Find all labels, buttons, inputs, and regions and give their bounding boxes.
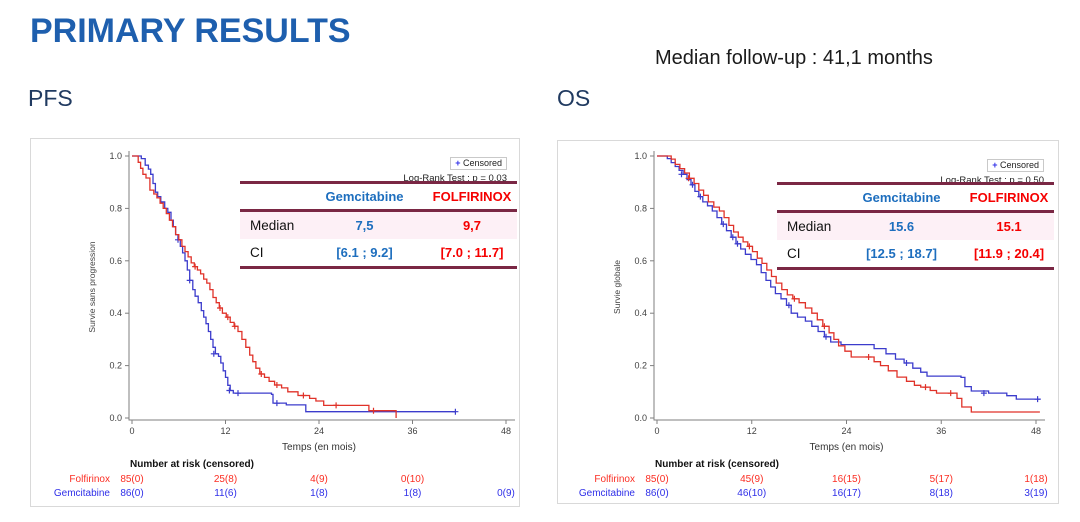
- pfs-plot-panel: [30, 138, 520, 507]
- svg-text:1.0: 1.0: [109, 151, 122, 161]
- at-risk-value: 11(6): [214, 488, 237, 499]
- svg-text:0.8: 0.8: [109, 203, 122, 214]
- censored-legend-entry: [987, 159, 1044, 172]
- x-axis-label: Temps (en mois): [809, 442, 884, 453]
- svg-text:0.0: 0.0: [634, 413, 647, 423]
- svg-text:24: 24: [313, 426, 325, 436]
- at-risk-value: 16(15): [832, 474, 861, 485]
- median-gemcitabine-value: 15.6: [888, 219, 915, 234]
- col-header-folfirinox: FOLFIRINOX: [427, 183, 517, 211]
- os-section-label: OS: [557, 85, 591, 111]
- censored-label: Censored: [999, 160, 1039, 170]
- y-axis-label: Survie sans progression: [87, 241, 97, 333]
- svg-text:0.2: 0.2: [634, 360, 647, 371]
- at-risk-value: 85(0): [645, 474, 669, 485]
- ci-gemcitabine-value: [6.1 ; 9.2]: [336, 245, 393, 260]
- at-risk-row-label-gemcitabine: Gemcitabine: [578, 488, 635, 499]
- svg-text:1.0: 1.0: [634, 151, 647, 161]
- svg-text:12: 12: [746, 426, 757, 436]
- table-row: [777, 240, 1054, 269]
- at-risk-value: 46(10): [737, 488, 767, 499]
- at-risk-value: 16(17): [832, 488, 861, 499]
- svg-text:0.8: 0.8: [634, 203, 647, 214]
- os-median-ci-table: [777, 182, 1054, 270]
- censored-plus-icon: +: [455, 158, 461, 168]
- table-row: [240, 211, 517, 240]
- censor-marks-folfirinox: [192, 264, 376, 414]
- number-at-risk-table: [54, 459, 515, 499]
- at-risk-value: 8(18): [929, 488, 953, 499]
- median-folfirinox-value: 9,7: [462, 218, 482, 233]
- median-gemcitabine-value: 7,5: [355, 218, 374, 233]
- ci-row-label: CI: [250, 245, 264, 260]
- ci-gemcitabine-value: [12.5 ; 18.7]: [866, 246, 937, 261]
- svg-text:0.0: 0.0: [109, 413, 122, 423]
- number-at-risk-table: [579, 459, 1048, 499]
- number-at-risk-header: Number at risk (censored): [130, 459, 254, 470]
- at-risk-value: 5(17): [929, 474, 953, 485]
- at-risk-row-label-folfirinox: Folfirinox: [69, 474, 110, 485]
- at-risk-value: 1(8): [310, 488, 328, 499]
- empty-corner-cell: [240, 183, 302, 211]
- svg-text:0: 0: [654, 426, 660, 436]
- ci-folfirinox-value: [11.9 ; 20.4]: [973, 246, 1045, 261]
- median-folfirinox-value: 15.1: [996, 219, 1022, 234]
- ci-folfirinox-value: [7.0 ; 11.7]: [440, 245, 504, 260]
- at-risk-value: 1(8): [403, 488, 422, 499]
- censored-plus-icon: +: [992, 160, 998, 170]
- svg-text:0.6: 0.6: [634, 255, 647, 266]
- at-risk-value: 4(9): [310, 474, 328, 485]
- at-risk-value: 86(0): [645, 488, 669, 499]
- logrank-test-label: Log-Rank Test : p = 0.03: [403, 173, 507, 184]
- ci-row-label: CI: [787, 246, 801, 261]
- pfs-median-ci-table: [240, 181, 517, 269]
- at-risk-row-label-gemcitabine: Gemcitabine: [53, 488, 110, 499]
- svg-text:12: 12: [220, 426, 231, 436]
- median-row-label: Median: [787, 219, 832, 234]
- censored-legend-entry: [450, 157, 507, 170]
- at-risk-row-label-folfirinox: Folfirinox: [594, 474, 635, 485]
- median-followup-text: Median follow-up : 41,1 months: [655, 47, 933, 69]
- svg-text:0.4: 0.4: [109, 308, 122, 319]
- median-row-label: Median: [250, 218, 295, 233]
- table-row: [240, 239, 517, 268]
- svg-text:0.4: 0.4: [634, 308, 647, 319]
- svg-text:36: 36: [936, 426, 947, 436]
- svg-text:36: 36: [407, 426, 418, 436]
- number-at-risk-header: Number at risk (censored): [655, 459, 779, 470]
- table-row: [777, 212, 1054, 241]
- svg-text:24: 24: [841, 426, 852, 436]
- svg-text:0: 0: [129, 426, 135, 436]
- col-header-gemcitabine: Gemcitabine: [839, 184, 964, 212]
- at-risk-value: 0(10): [400, 474, 425, 485]
- svg-text:0.6: 0.6: [109, 255, 122, 266]
- at-risk-value: 45(9): [740, 474, 764, 485]
- at-risk-value: 85(0): [120, 474, 144, 485]
- at-risk-value: 86(0): [120, 488, 144, 499]
- at-risk-value: 3(19): [1024, 488, 1048, 499]
- censored-label: Censored: [462, 158, 502, 168]
- x-axis-label: Temps (en mois): [282, 442, 356, 453]
- y-axis-label: Survie globale: [612, 260, 622, 314]
- page-title: PRIMARY RESULTS: [30, 12, 351, 50]
- pfs-section-label: PFS: [28, 85, 73, 111]
- col-header-gemcitabine: Gemcitabine: [302, 183, 427, 211]
- os-plot-panel: [557, 140, 1059, 504]
- svg-text:0.2: 0.2: [109, 360, 122, 371]
- svg-text:48: 48: [500, 426, 512, 436]
- at-risk-value: 25(8): [213, 474, 238, 485]
- svg-text:48: 48: [1030, 426, 1042, 436]
- at-risk-value: 1(18): [1024, 474, 1048, 485]
- col-header-folfirinox: FOLFIRINOX: [964, 184, 1054, 212]
- empty-corner-cell: [777, 184, 839, 212]
- pfs-plot-legend: [403, 153, 507, 184]
- at-risk-value: 0(9): [497, 488, 515, 499]
- logrank-test-label: Log-Rank Test : p = 0.50: [940, 175, 1044, 186]
